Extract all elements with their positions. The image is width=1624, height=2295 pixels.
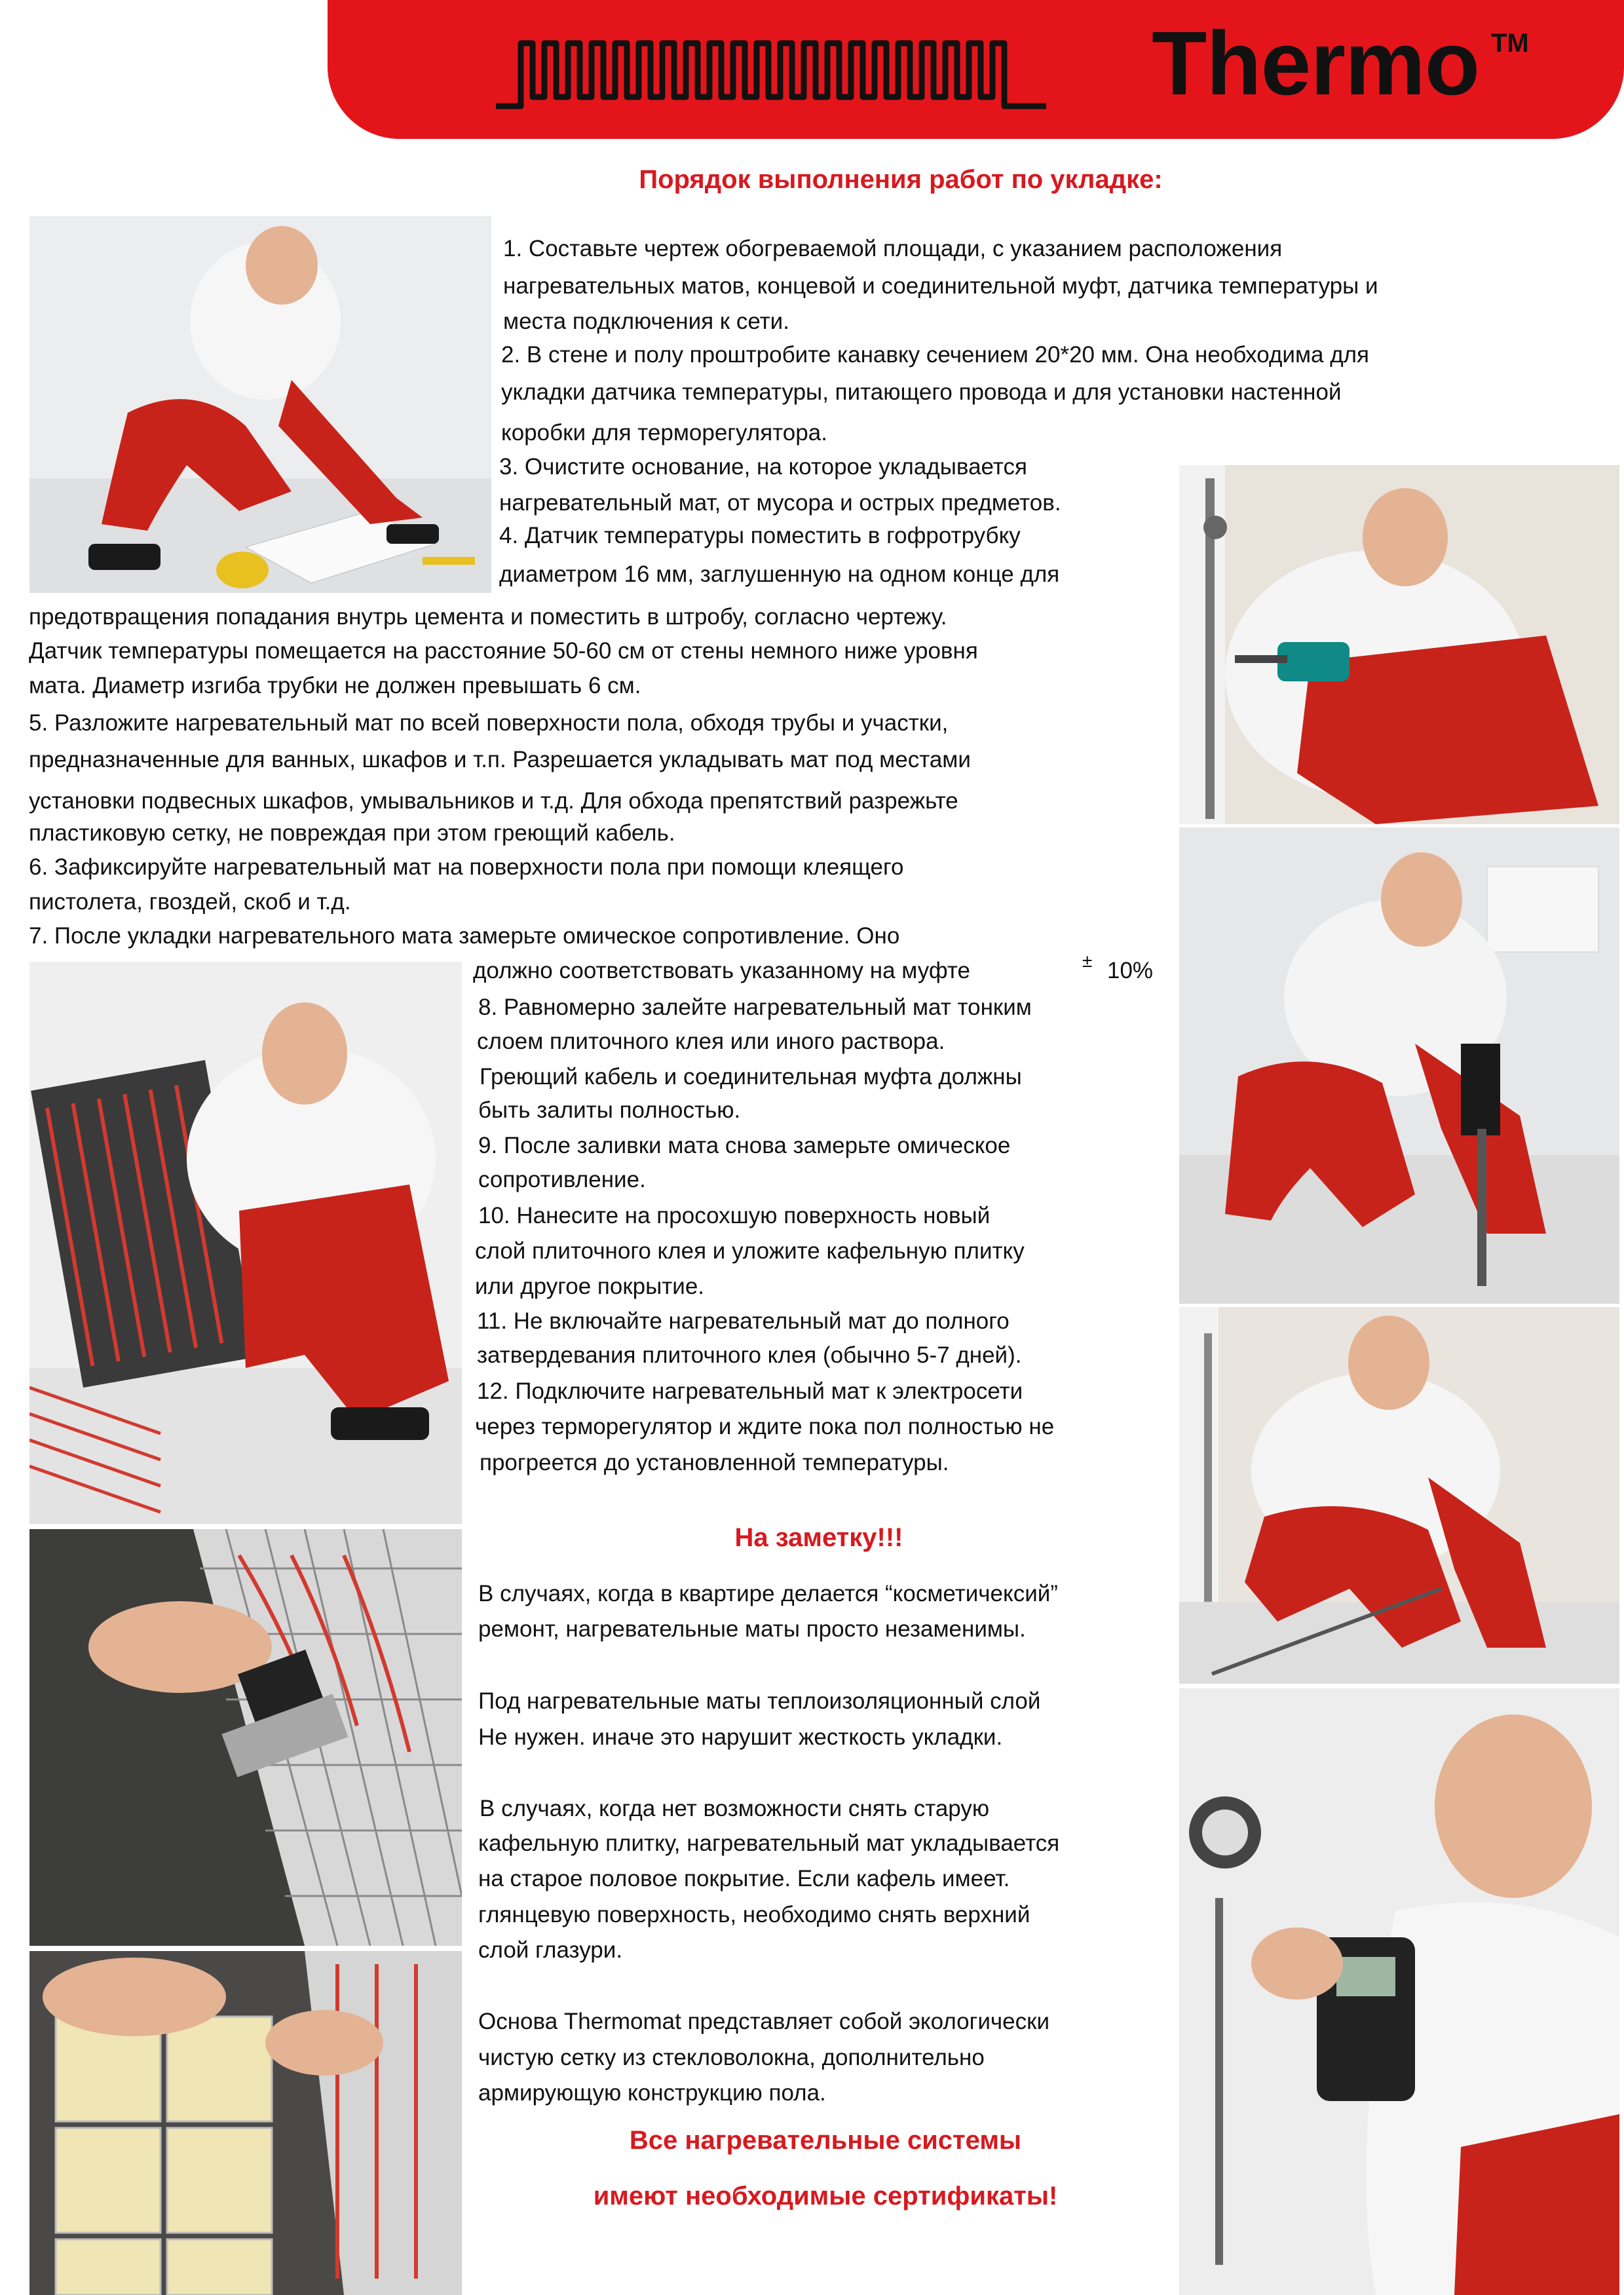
step-line: 10. Нанесите на просохшую поверхность новый (478, 1203, 991, 1228)
step-line: 5. Разложите нагревательный мат по всей поверхности пола, обходя трубы и участки, (29, 710, 949, 736)
step-line: слой плиточного клея и уложите кафельную плитку (475, 1238, 1025, 1264)
step-line: пистолета, гвоздей, скоб и т.д. (29, 889, 351, 915)
step-line: предотвращения попадания внутрь цемента и поместить в штробу, согласно чертежу. (29, 604, 947, 630)
step-line: мата. Диаметр изгиба трубки не должен превышать 6 см. (29, 673, 641, 698)
photo-laying-tiles (29, 1951, 462, 2295)
step-line: слоем плиточного клея или иного раствора. (477, 1029, 945, 1054)
photo-multimeter-test (1179, 1688, 1619, 2295)
step-line: 7. После укладки нагревательного мата замерьте омическое сопротивление. Оно (29, 923, 900, 949)
note-line: Не нужен. иначе это нарушит жесткость укладки. (478, 1724, 1003, 1750)
note-line: В случаях, когда нет возможности снять старую (480, 1796, 990, 1821)
heating-cable-logo-icon (496, 29, 1046, 114)
step-line: быть залиты полностью. (478, 1097, 741, 1123)
note-line: чистую сетку из стекловолокна, дополнительно (478, 2045, 985, 2070)
note-line: В случаях, когда в квартире делается “косметичексий” (478, 1581, 1058, 1606)
trademark-mark: TM (1491, 29, 1529, 58)
step-line: места подключения к сети. (503, 309, 789, 334)
step-line: нагревательных матов, концевой и соединительной муфт, датчика температуры и (503, 273, 1378, 299)
step-line: 11. Не включайте нагревательный мат до полного (477, 1308, 1010, 1334)
photo-drilling-wall (1179, 465, 1619, 824)
step-line: сопротивление. (478, 1167, 646, 1192)
step-line: 6. Зафиксируйте нагревательный мат на поверхности пола при помощи клеящего (29, 854, 904, 880)
step-line: 4. Датчик температуры поместить в гофротрубку (499, 523, 1021, 548)
step-line: установки подвесных шкафов, умывальников и т.д. Для обхода препятствий разрежьте (29, 788, 958, 814)
photo-laying-cable-groove (1179, 1307, 1619, 1684)
photo-chiseling-floor (1179, 827, 1619, 1304)
step-line: пластиковую сетку, не повреждая при этом греющий кабель. (29, 820, 675, 846)
step-line: затвердевания плиточного клея (обычно 5-7 дней). (477, 1342, 1022, 1368)
photo-unrolling-mat (29, 962, 462, 1524)
note-line: Под нагревательные маты теплоизоляционный слой (478, 1688, 1041, 1714)
step-line: 1. Составьте чертеж обогреваемой площади, с указанием расположения (503, 236, 1283, 261)
step-line: предназначенные для ванных, шкафов и т.п. Разрешается укладывать мат под местами (29, 747, 971, 772)
step-line: через терморегулятор и ждите пока пол полностью не (475, 1414, 1055, 1439)
step-line: прогреется до установленной температуры. (480, 1450, 949, 1475)
certificates-line-1: Все нагревательные системы (629, 2126, 1022, 2155)
note-heading: На заметку!!! (734, 1523, 903, 1552)
photo-applying-adhesive (29, 1529, 462, 1946)
plus-minus-sign: ± (1082, 951, 1093, 971)
step-line: 9. После заливки мата снова замерьте омическое (478, 1133, 1011, 1158)
step-line: коробки для терморегулятора. (501, 420, 827, 446)
photo-drawing-plan (29, 216, 491, 593)
note-line: на старое половое покрытие. Если кафель имеет. (478, 1866, 1010, 1891)
certificates-line-2: имеют необходимые сертификаты! (593, 2182, 1058, 2210)
step-line: 8. Равномерно залейте нагревательный мат тонким (478, 995, 1032, 1020)
step-line: диаметром 16 мм, заглушенную на одном конце для (499, 561, 1060, 587)
step-line: 2. В стене и полу проштробите канавку сечением 20*20 мм. Она необходима для (501, 342, 1370, 368)
step-line: Датчик температуры помещается на расстояние 50-60 см от стены немного ниже уровня (29, 638, 978, 664)
step-line: укладки датчика температуры, питающего провода и для установки настенной (501, 379, 1342, 405)
note-line: глянцевую поверхность, необходимо снять верхний (478, 1902, 1030, 1927)
note-line: ремонт, нагревательные маты просто незаменимы. (478, 1616, 1026, 1642)
note-line: кафельную плитку, нагревательный мат укладывается (478, 1830, 1060, 1856)
step-line: или другое покрытие. (475, 1274, 705, 1299)
brand-logo: Thermo (1152, 13, 1480, 114)
note-line: слой глазури. (478, 1937, 623, 1963)
step-line: нагревательный мат, от мусора и острых предметов. (499, 490, 1061, 516)
step-line: должно соответствовать указанному на муфте (473, 958, 970, 983)
step-line: 3. Очистите основание, на которое укладывается (499, 454, 1027, 480)
step-line: 12. Подключите нагревательный мат к электросети (477, 1378, 1023, 1404)
step-line: Греющий кабель и соединительная муфта должны (480, 1064, 1022, 1090)
note-line: Основа Thermomat представляет собой экологически (478, 2009, 1049, 2034)
tolerance-value: 10% (1107, 958, 1154, 983)
note-line: армирующую конструкцию пола. (478, 2080, 826, 2106)
page-title: Порядок выполнения работ по укладке: (639, 165, 1163, 194)
